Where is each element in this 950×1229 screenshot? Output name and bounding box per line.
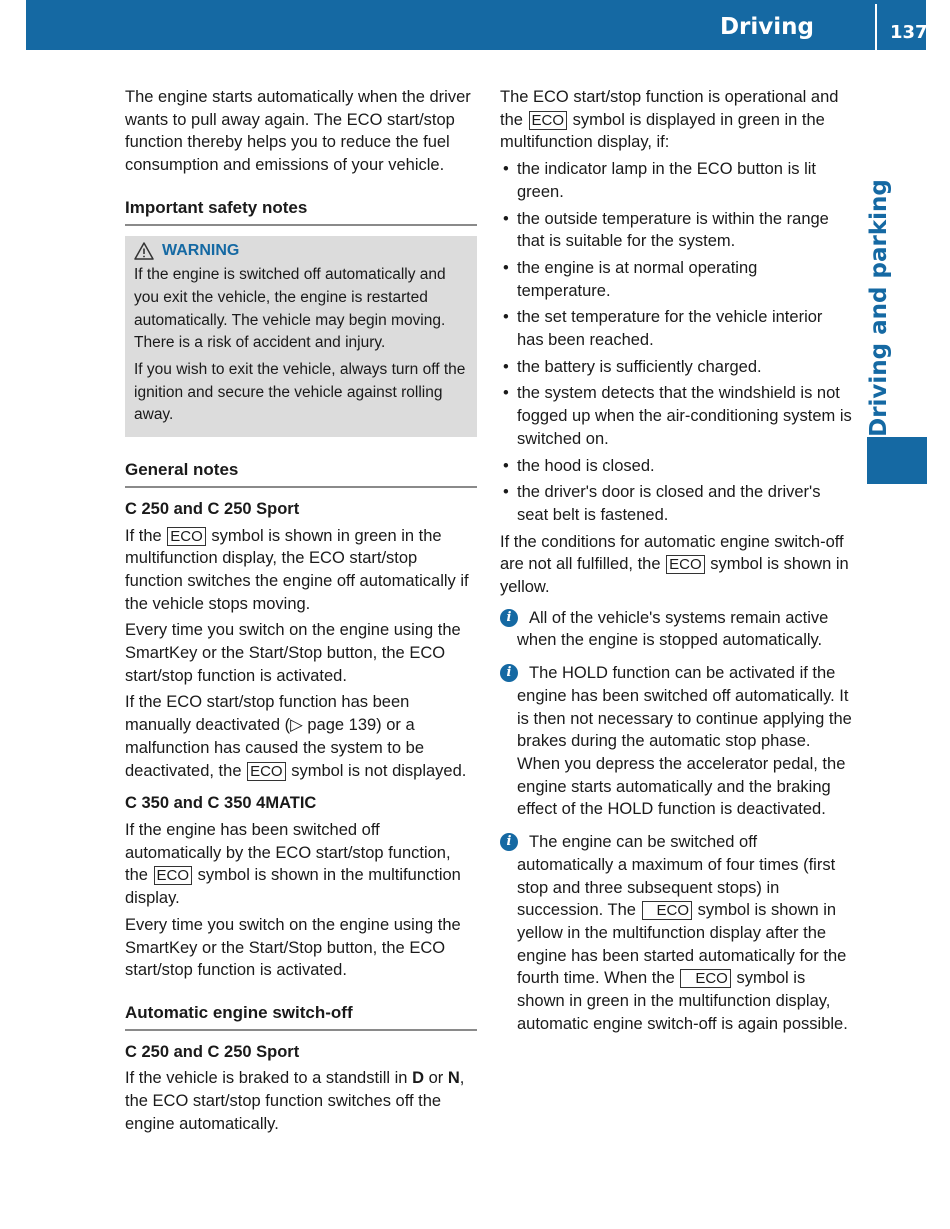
info-note-3: i The engine can be switched off automatically a maximum of four times (first stop and three subsequent stops) in succession. The ECO symbol is shown in yellow in the multifunction display after the engine has been started automatically for the fourth time. When the ECO symbol is shown in green in the multifunction display, automatic engine switch-off is again possible. [500,831,852,1035]
model-subheading-3: C 250 and C 250 Sport [125,1042,300,1061]
list-item: • the engine is at normal operating temperature. [503,258,758,300]
info-icon: i [500,833,518,851]
paragraph-yellow: If the conditions for automatic engine switch-off are not all fulfilled, the ECO symbol is shown in yellow. [500,532,849,597]
paragraph-switched-off: If the engine has been switched off automatically by the ECO start/stop function, the ECO symbol is shown in the multifunction display. [125,820,461,908]
header-bar [26,0,926,50]
model-subheading-1: C 250 and C 250 Sport [125,499,300,518]
paragraph-operational: The ECO start/stop function is operational and the ECO symbol is displayed in green in the multifunction display, if: [500,88,839,152]
paragraph-activation-2: Every time you switch on the engine using the SmartKey or the Start/Stop button, the ECO start/stop function is activated. [125,915,461,980]
eco-symbol: ECO [680,969,731,988]
warning-title [134,240,468,263]
eco-symbol: ECO [154,866,193,885]
warning-label: WARNING [162,241,240,259]
paragraph-activation-1: Every time you switch on the engine using the SmartKey or the Start/Stop button, the ECO start/stop function is activated. [125,621,461,685]
info-icon: i [500,664,518,682]
list-item: • the battery is sufficiently charged. [503,357,762,376]
paragraph-standstill: If the vehicle is braked to a standstill in D or N, the ECO start/stop function switches off the engine automatically. [125,1069,465,1133]
header-divider [875,4,877,50]
eco-symbol: ECO [529,111,568,130]
info-note-1: i All of the vehicle's systems remain active when the engine is stopped automatically. [500,607,852,652]
warning-box [125,236,477,438]
header-section-title: Driving [719,14,814,40]
paragraph-deactivated: If the ECO start/stop function has been manually deactivated (▷ page 139) or a malfunction has caused the system to be deactivated, the ECO symbol is not displayed. [125,693,467,780]
eco-symbol: ECO [666,555,705,574]
page-number: 137 [890,22,928,43]
general-notes-heading: General notes [125,459,477,488]
side-tab-marker [867,437,927,484]
paragraph-eco-green: If the ECO symbol is shown in green in the multifunction display, the ECO start/stop function switches the engine off automatically if the vehicle stops moving. [125,526,469,613]
side-tab-label [862,178,896,437]
warning-text-1: If the engine is switched off automatically and you exit the vehicle, the engine is restarted automatically. The vehicle may begin moving. There is a risk of accident and injury. [134,266,446,352]
side-tab-text: Driving and parking [866,178,893,437]
conditions-list [500,158,852,527]
info-icon: i [500,609,518,627]
safety-notes-heading: Important safety notes [125,197,477,226]
info-note-2: i The HOLD function can be activated if the engine has been switched off automatically. It is then not necessary to continue applying the brakes during the automatic stop phase. When you depress the accelerator pedal, the engine starts automatically and the braking effect of the HOLD function is deactivated. [500,662,852,821]
eco-symbol: ECO [642,901,693,920]
model-subheading-2: C 350 and C 350 4MATIC [125,794,317,813]
list-item: • the outside temperature is within the range that is suitable for the system. [503,209,829,251]
list-item: • the set temperature for the vehicle interior has been reached. [503,308,823,350]
auto-switch-off-heading: Automatic engine switch-off [125,1002,477,1031]
warning-triangle-icon [134,242,154,260]
list-item: • the indicator lamp in the ECO button is lit green. [503,160,816,201]
intro-paragraph: The engine starts automatically when the driver wants to pull away again. The ECO start/stop function thereby helps you to reduce the fuel consumption and emissions of your vehicle. [125,88,471,175]
list-item: • the system detects that the windshield is not fogged up when the air-conditioning system is switched on. [503,384,852,448]
warning-text-2: If you wish to exit the vehicle, always turn off the ignition and secure the vehicle against rolling away. [134,361,466,424]
left-column [125,86,477,1139]
eco-symbol: ECO [247,762,286,781]
right-column [500,86,852,1045]
list-item: • the driver's door is closed and the driver's seat belt is fastened. [503,483,821,524]
eco-symbol: ECO [167,527,206,546]
list-item: • the hood is closed. [503,456,655,475]
